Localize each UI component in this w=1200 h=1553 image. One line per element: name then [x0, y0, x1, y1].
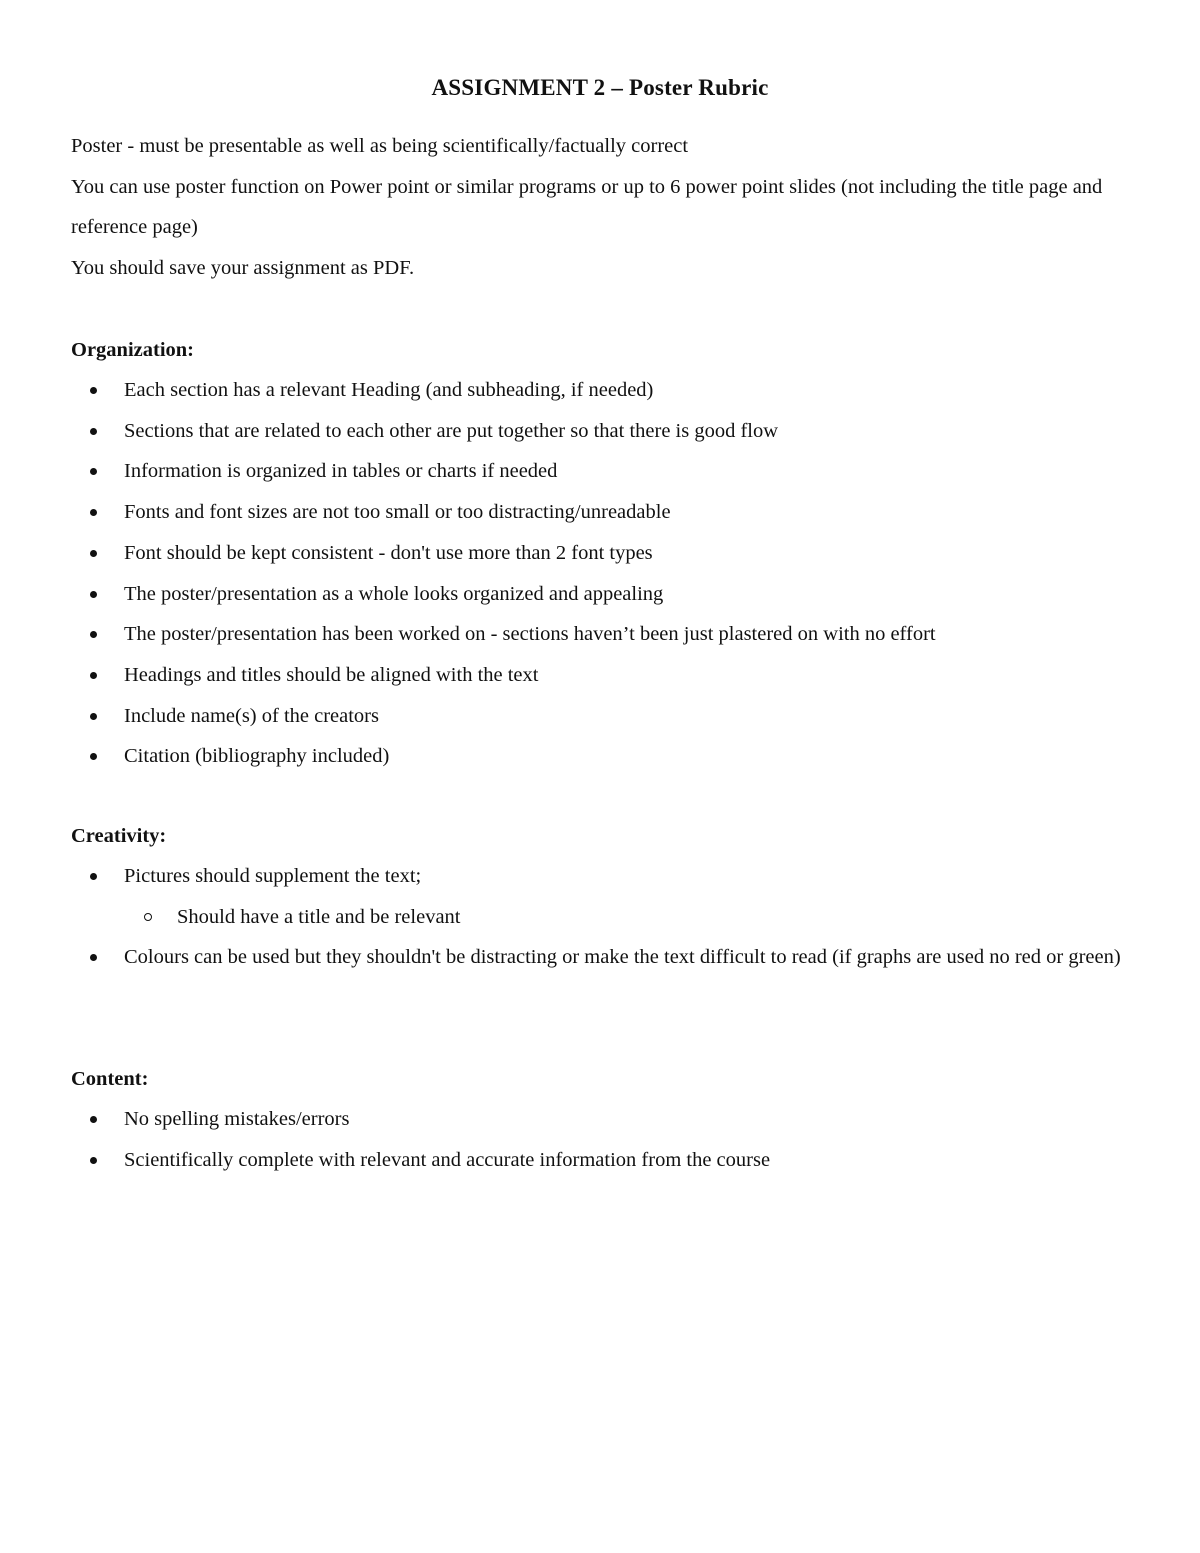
list-item [71, 1099, 1131, 1140]
list-item [71, 937, 1131, 978]
content-heading: Content: [71, 1068, 149, 1090]
list-item-text: Font should be kept consistent - don't use more than 2 font types [124, 541, 653, 564]
organization-list [71, 370, 1131, 777]
list-item [71, 574, 1131, 615]
list-item-text: Fonts and font sizes are not too small or too distracting/unreadable [124, 501, 671, 524]
bullet-icon [90, 387, 97, 394]
list-item-text: Sections that are related to each other are put together so that there is good flow [124, 419, 779, 442]
bullet-icon [90, 954, 97, 961]
list-item [71, 856, 1131, 937]
list-item [71, 533, 1131, 574]
creativity-list [71, 856, 1131, 978]
creativity-heading: Creativity: [71, 825, 167, 847]
list-item-text: Pictures should supplement the text; [124, 865, 422, 887]
bullet-icon [90, 672, 97, 679]
list-item-text: Include name(s) of the creators [124, 704, 379, 727]
intro-paragraphs [71, 126, 1131, 289]
bullet-icon [90, 468, 97, 475]
list-item [71, 492, 1131, 533]
sub-list-item [124, 897, 1131, 938]
intro-line: You should save your assignment as PDF. [71, 257, 415, 280]
hollow-bullet-icon [144, 913, 152, 921]
bullet-icon [90, 509, 97, 516]
bullet-icon [90, 753, 97, 760]
bullet-icon [90, 591, 97, 598]
bullet-icon [90, 428, 97, 435]
document-title: ASSIGNMENT 2 – Poster Rubric [431, 75, 769, 100]
list-item [71, 411, 1131, 452]
list-item-text: Each section has a relevant Heading (and subheading, if needed) [124, 379, 654, 401]
list-item-text: Citation (bibliography included) [124, 745, 390, 768]
list-item-text: Headings and titles should be aligned with the text [124, 663, 539, 686]
list-item-text: The poster/presentation as a whole looks organized and appealing [124, 582, 664, 605]
bullet-icon [90, 873, 97, 880]
list-item [71, 451, 1131, 492]
list-item-text: The poster/presentation has been worked on - sections haven’t been just plastered on with no effort [124, 623, 936, 646]
list-item [71, 614, 1131, 655]
list-item [71, 655, 1131, 696]
list-item-text: No spelling mistakes/errors [124, 1108, 350, 1130]
sub-list [124, 897, 1131, 938]
list-item-text: Scientifically complete with relevant and accurate information from the course [124, 1148, 771, 1171]
list-item [71, 370, 1131, 411]
list-item [71, 1140, 1131, 1181]
list-item [71, 696, 1131, 737]
bullet-icon [90, 631, 97, 638]
intro-line: You can use poster function on Power point or similar programs or up to 6 power point slides (not including the title page and reference page) [71, 175, 1103, 239]
bullet-icon [90, 550, 97, 557]
bullet-icon [90, 713, 97, 720]
intro-line: Poster - must be presentable as well as being scientifically/factually correct [71, 135, 689, 157]
content-list [71, 1099, 1131, 1180]
sub-list-item-text: Should have a title and be relevant [177, 905, 461, 928]
list-item-text: Colours can be used but they shouldn't be distracting or make the text difficult to read (if graphs are used no red or green) [124, 946, 1121, 969]
bullet-icon [90, 1116, 97, 1123]
list-item-text: Information is organized in tables or charts if needed [124, 460, 558, 483]
list-item [71, 736, 1131, 777]
bullet-icon [90, 1157, 97, 1164]
organization-heading: Organization: [71, 339, 194, 361]
